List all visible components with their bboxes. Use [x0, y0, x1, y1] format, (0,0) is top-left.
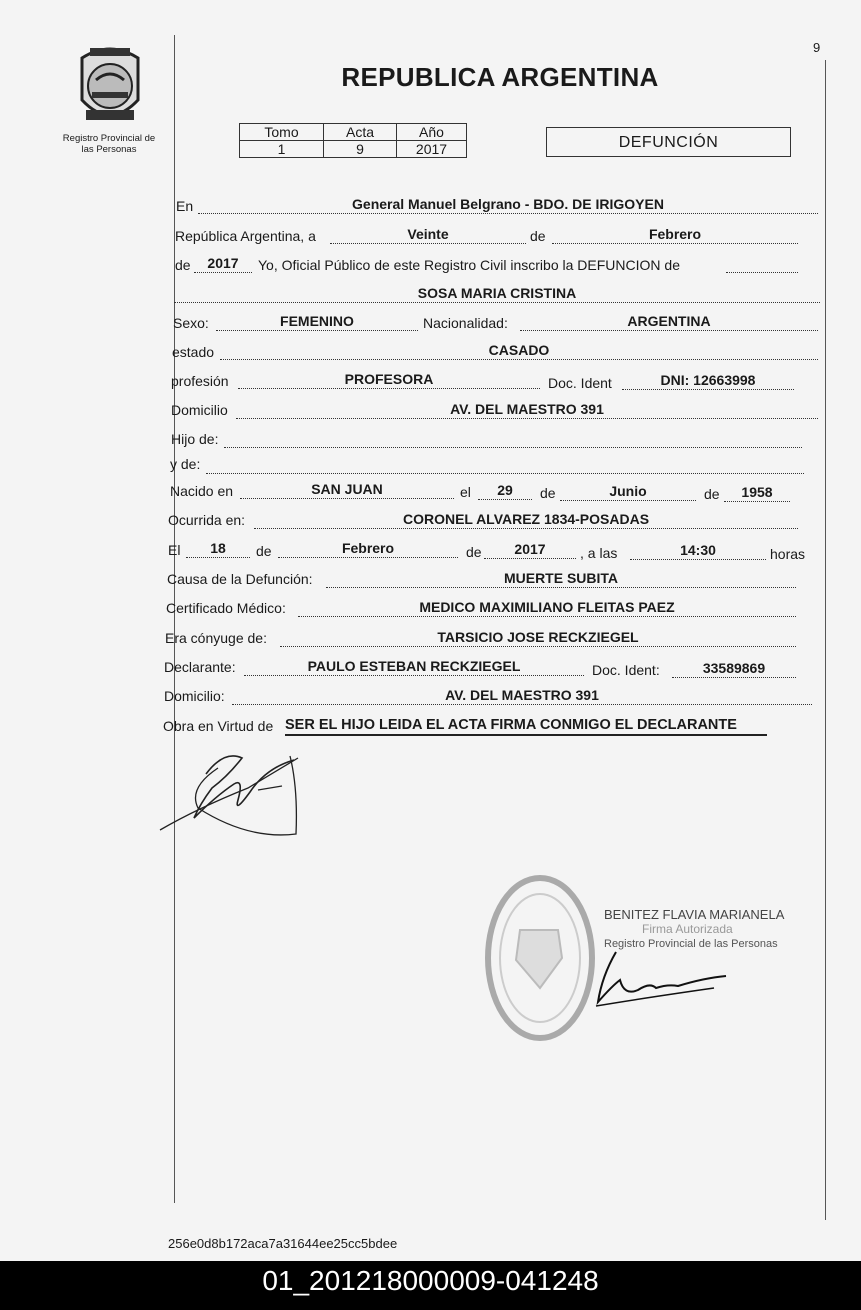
field-sexo: FEMENINO	[216, 314, 418, 331]
left-margin-line	[174, 35, 175, 1203]
field-yo-extra	[726, 256, 798, 273]
field-nacionalidad: ARGENTINA	[520, 314, 818, 331]
label-a-las: , a las	[580, 545, 618, 561]
label-yo-inscribo: Yo, Oficial Público de este Registro Civil inscribo la DEFUNCION de	[258, 257, 680, 273]
label-republica: República Argentina, a	[175, 228, 316, 244]
field-mes: Febrero	[552, 227, 798, 244]
field-profesion: PROFESORA	[238, 372, 540, 389]
field-nombre: SOSA MARIA CRISTINA	[174, 286, 820, 303]
label-ocurrida-en: Ocurrida en:	[168, 512, 246, 528]
field-nac-anio: 1958	[724, 485, 790, 502]
acta-header: Acta	[324, 124, 397, 141]
label-de-5: de	[256, 543, 272, 559]
label-sexo: Sexo:	[173, 315, 209, 331]
field-conyuge: TARSICIO JOSE RECKZIEGEL	[280, 630, 796, 647]
acta-value: 9	[324, 141, 397, 158]
label-causa: Causa de la Defunción:	[167, 571, 313, 587]
field-declarante-doc: 33589869	[672, 661, 796, 678]
file-id-bar: 01_201218000009-041248	[0, 1261, 861, 1310]
label-estado: estado	[172, 344, 215, 360]
field-declarante: PAULO ESTEBAN RECKZIEGEL	[244, 659, 584, 676]
record-type-box: DEFUNCIÓN	[546, 127, 791, 157]
label-profesion: profesión	[171, 373, 229, 389]
label-el: el	[460, 484, 471, 500]
field-anio: 2017	[194, 256, 252, 273]
official-role: Firma Autorizada	[642, 922, 733, 936]
label-de-4: de	[704, 486, 720, 502]
label-domicilio-2: Domicilio:	[164, 688, 225, 704]
label-declarante: Declarante:	[164, 659, 236, 675]
field-def-dia: 18	[186, 541, 250, 558]
official-name: BENITEZ FLAVIA MARIANELA	[604, 907, 785, 922]
field-hora: 14:30	[630, 543, 766, 560]
field-nac-mes: Junio	[560, 484, 696, 501]
tomo-value: 1	[240, 141, 324, 158]
tomo-header: Tomo	[240, 124, 324, 141]
label-el-cap: El	[168, 542, 181, 558]
label-doc-ident: Doc. Ident	[548, 375, 612, 391]
declarant-signature	[158, 748, 308, 840]
field-obra: SER EL HIJO LEIDA EL ACTA FIRMA CONMIGO EL DECLARANTE	[285, 718, 767, 736]
field-certificado: MEDICO MAXIMILIANO FLEITAS PAEZ	[298, 600, 796, 617]
document-hash: 256e0d8b172aca7a31644ee25cc5bdee	[168, 1236, 398, 1251]
page-number: 9	[813, 40, 821, 55]
label-nacido-en: Nacido en	[170, 483, 234, 499]
label-doc-ident-2: Doc. Ident:	[592, 662, 660, 678]
document-title: REPUBLICA ARGENTINA	[341, 62, 659, 92]
field-lugar: General Manuel Belgrano - BDO. DE IRIGOYEN	[198, 197, 818, 214]
field-causa: MUERTE SUBITA	[326, 571, 796, 588]
field-declarante-domicilio: AV. DEL MAESTRO 391	[232, 688, 812, 705]
label-domicilio: Domicilio	[171, 402, 228, 418]
field-def-mes: Febrero	[278, 541, 458, 558]
field-hijo-de	[224, 431, 802, 448]
field-nac-dia: 29	[478, 483, 532, 500]
field-def-anio: 2017	[484, 542, 576, 559]
label-nacionalidad: Nacionalidad:	[423, 315, 508, 331]
label-hijo-de: Hijo de:	[171, 431, 219, 447]
label-horas: horas	[770, 546, 806, 562]
field-ocurrida-en: CORONEL ALVAREZ 1834-POSADAS	[254, 512, 798, 529]
official-office: Registro Provincial de las Personas	[604, 938, 778, 950]
record-number-table	[239, 123, 467, 158]
right-margin-line	[825, 60, 826, 1220]
anio-header: Año	[397, 124, 467, 141]
label-de-1: de	[530, 228, 546, 244]
label-de-6: de	[466, 544, 482, 560]
label-de-3: de	[540, 485, 556, 501]
field-y-de	[206, 457, 804, 474]
field-documento: DNI: 12663998	[622, 373, 794, 390]
anio-value: 2017	[397, 141, 467, 158]
official-signature	[594, 946, 734, 1012]
field-nacido-en: SAN JUAN	[240, 482, 454, 499]
label-en: En	[176, 198, 194, 214]
label-de-2: de	[175, 257, 191, 273]
label-obra: Obra en Virtud de	[163, 718, 274, 734]
label-conyuge: Era cónyuge de:	[165, 630, 267, 646]
logo-caption: Registro Provincial de las Personas	[62, 133, 156, 155]
field-estado: CASADO	[220, 343, 818, 360]
field-dia-palabra: Veinte	[330, 227, 526, 244]
label-certificado: Certificado Médico:	[166, 600, 286, 616]
field-domicilio: AV. DEL MAESTRO 391	[236, 402, 818, 419]
label-y-de: y de:	[170, 456, 201, 472]
official-round-stamp	[470, 868, 600, 1048]
